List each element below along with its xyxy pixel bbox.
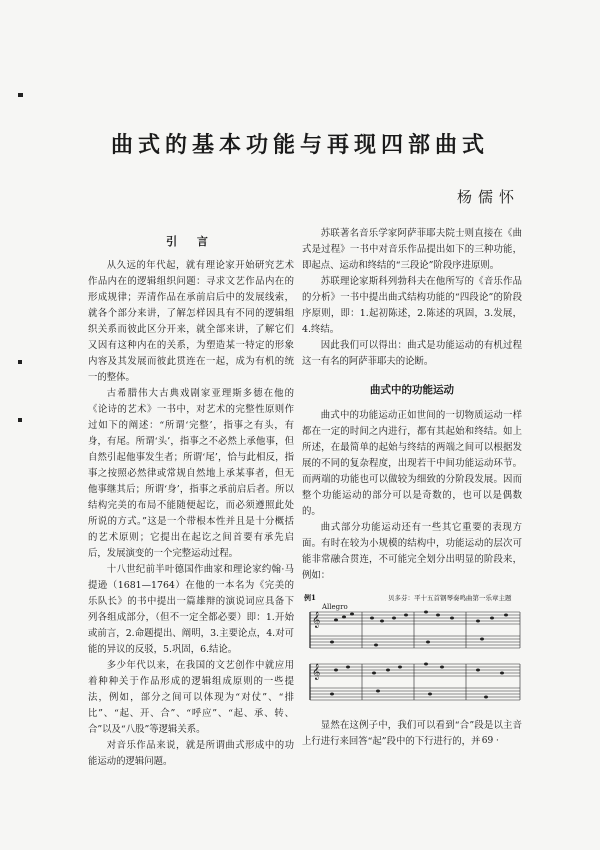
example-label: 例1	[304, 593, 316, 602]
music-example	[302, 590, 522, 710]
paragraph: 曲式部分功能运动还有一些其它重要的表现方面。有时在较为小规模的结构中，功能运动的层次可能非常融合贯连，不可能完全划分出明显的阶段来，例如：	[302, 522, 522, 581]
paragraph: 苏联理论家斯科列勃科夫在他所写的《音乐作品的分析》一书中提出曲式结构功能的“四段论”的阶段序原则，即：1.起初陈述，2.陈述的巩固，3.发展，4.终结。	[302, 276, 522, 335]
scan-mark	[18, 418, 22, 422]
svg-text:𝄞: 𝄞	[312, 612, 321, 628]
paragraph: 对音乐作品来说，就是所谓曲式形成中的功能运动的逻辑问题。	[88, 740, 294, 767]
right-column	[302, 226, 522, 750]
left-column	[88, 226, 294, 770]
paragraph: 多少年代以来，在我国的文艺创作中就应用着种种关于作品形成的逻辑组成原则的一些提法，例如，部分之间可以体现为“对仗”、“排比”、“起、开、合”、“呼应”、“起、承、转、合”以及“八股”等逻辑关系。	[88, 660, 294, 735]
scan-mark	[18, 93, 23, 97]
paragraph: 苏联著名音乐学家阿萨菲耶夫院士则直接在《曲式是过程》一书中对音乐作品提出如下的三种功能，即起点、运动和终结的“三段论”阶段序进原则。	[302, 228, 522, 271]
page-number: · 69 ·	[476, 736, 499, 746]
paragraph: 十八世纪前半叶德国作曲家和理论家约翰·马提逊（1681—1764）在他的一本名为《完美的乐队长》的书中提出一篇雄辩的演说词应具备下列各组成部分，（但不一定全都必要）即：1.开始或前言，2.命题提出、阐明，3.主要论点，4.对可能的异议的反驳，5.巩固，6.结论。	[88, 564, 294, 655]
section-heading-function: 曲式中的功能运动	[370, 384, 454, 396]
svg-text:𝄞: 𝄞	[312, 664, 321, 680]
paragraph: 因此我们可以得出：曲式是功能运动的有机过程这一有名的阿萨菲耶夫的论断。	[302, 340, 522, 367]
paragraph: 从久远的年代起，就有理论家开始研究艺术作品内在的逻辑组织问题：寻求文艺作品内在的形成规律；弄清作品在承前启后中的发展线索，就各个部分来讲，了解怎样因具有不同的逻辑组织关系而彼此区分开来，就全部来讲，了解它们又因有这种内在的关系，为塑造某一特定的形象内容及其发展而彼此贯连在一起，成为有机的统一的整体。	[88, 260, 294, 383]
section-heading-intro: 引 言	[166, 235, 216, 248]
example-caption: 贝多芬：平十五首钢琴奏鸣曲第一乐章主题	[388, 594, 512, 602]
article-title: 曲式的基本功能与再现四部曲式	[110, 132, 489, 158]
article-author: 杨儒怀	[456, 188, 520, 206]
tempo-marking: Allegro	[322, 603, 348, 611]
paragraph: 古希腊伟大古典戏剧家亚理斯多德在他的《论诗的艺术》一书中，对艺术的完整性原则作过如下的阐述：“所谓‘完整’，指事之有头，有身，有尾。所谓‘头’，指事之不必然上承他事，但自然引起他事发生者；所谓‘尾’，恰与此相反，指事之按照必然律或常规自然地上承某事者，但无他事继其后；所谓‘身’，指事之承前启后者。所以结构完美的布局不能随便起讫，而必须遵照此处所说的方式。”这是一个带根本性并且是十分概括的艺术原则；它提出在起讫之间首要有承先启后，发展演变的一个完整运动过程。	[88, 388, 294, 559]
paragraph: 曲式中的功能运动正如世间的一切物质运动一样都在一定的时间之内进行，都有其起始和终结。如上所述，在最简单的起始与终结的两端之间可以根据发展的不同的复杂程度，出现若干中间功能运动环节。而两端的功能也可以做较为细致的分阶段发展。因而整个功能运动的部分可以是奇数的，也可以是偶数的。	[302, 410, 522, 517]
scan-mark	[18, 360, 22, 364]
paragraph: 显然在这例子中，我们可以看到“合”段是以主音上行进行来回答“起”段中的下行进行的，并	[302, 720, 522, 747]
